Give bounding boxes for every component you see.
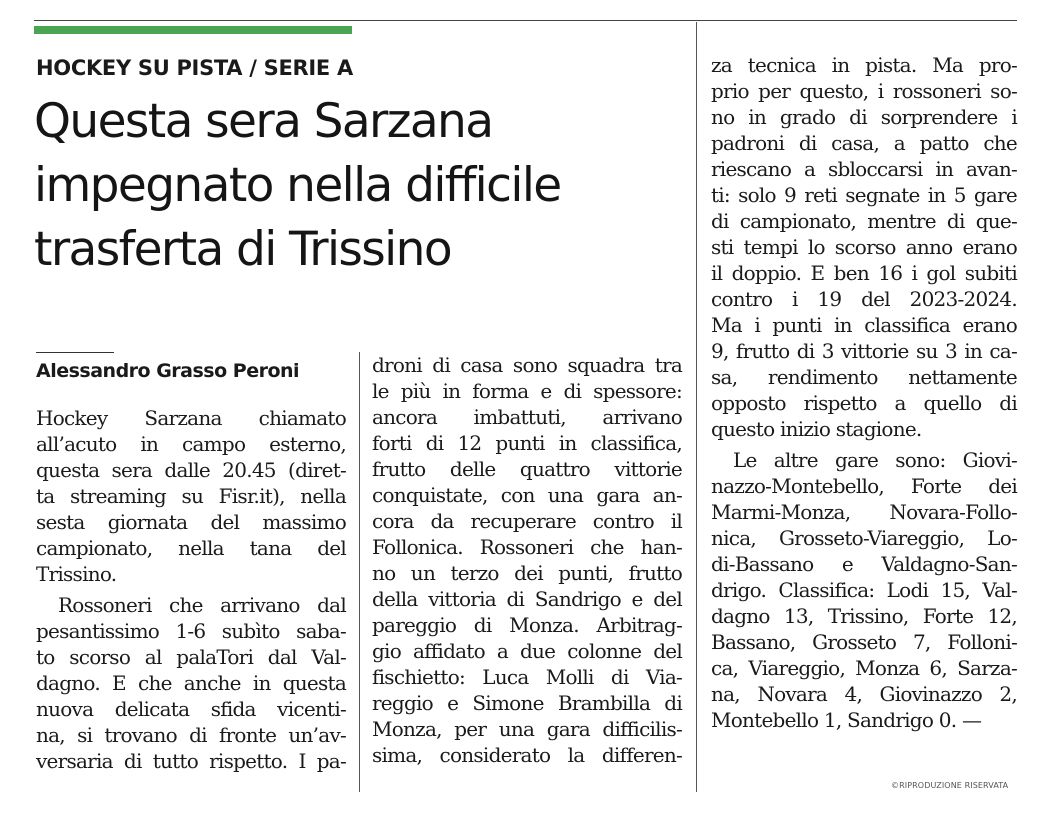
text-line: ancora imbattuti, arrivano [372, 405, 682, 429]
text-line: le più in forma e di spessore: [372, 379, 682, 403]
text-line: nazzo-Montebello, Forte dei [711, 474, 1017, 498]
text-line: Bassano, Grosseto 7, Folloni- [711, 630, 1017, 654]
text-line: cora da recuperare contro il [372, 509, 682, 533]
text-line: pareggio di Monza. Arbitrag- [372, 613, 682, 637]
text-line: gio affidato a due colonne del [372, 639, 682, 663]
text-line: Follonica. Rossoneri che han- [372, 535, 682, 559]
text-line: Ma i punti in classifica erano [711, 313, 1017, 337]
headline [34, 90, 684, 282]
text-line: all’acuto in campo esterno, [36, 432, 346, 456]
text-line: sesta giornata del massimo [36, 510, 346, 534]
text-line: za tecnica in pista. Ma pro- [711, 53, 1017, 77]
text-line: Marmi-Monza, Novara-Follo- [711, 500, 1017, 524]
byline: Alessandro Grasso Peroni [36, 360, 300, 382]
text-line: Rossoneri che arrivano dal [58, 593, 346, 617]
text-line: ta streaming su Fisr.it), nella [36, 484, 346, 508]
byline-rule [36, 352, 114, 353]
text-line: na, Novara 4, Giovinazzo 2, [711, 682, 1017, 706]
text-line: padroni di casa, a patto che [711, 131, 1017, 155]
text-line: ca, Viareggio, Monza 6, Sarza- [711, 656, 1017, 680]
text-line: versaria di tutto rispetto. I pa- [36, 749, 346, 773]
text-line: droni di casa sono squadra tra [372, 353, 682, 377]
text-line: Hockey Sarzana chiamato [36, 406, 346, 430]
top-rule [34, 20, 1017, 21]
text-line: forti di 12 punti in classifica, [372, 431, 682, 455]
text-line: drigo. Classifica: Lodi 15, Val- [711, 578, 1017, 602]
text-line: 9, frutto di 3 vittorie su 3 in ca- [711, 339, 1017, 363]
text-line: campionato, nella tana del [36, 536, 346, 560]
article-column-1 [36, 405, 346, 774]
text-line: Montebello 1, Sandrigo 0. — [711, 708, 982, 732]
text-line: opposto rispetto a quello di [711, 391, 1017, 415]
text-line: di-Bassano e Valdagno-San- [711, 552, 1017, 576]
headline-line: impegnato nella difficile [34, 158, 561, 213]
text-line: di campionato, mentre di que- [711, 209, 1017, 233]
text-line: reggio e Simone Brambilla di [372, 691, 682, 715]
text-line: ti: solo 9 reti segnate in 5 gare [711, 183, 1017, 207]
text-line: riescano a sbloccarsi in avan- [711, 157, 1017, 181]
text-line: no un terzo dei punti, frutto [372, 561, 682, 585]
text-line: sa, rendimento nettamente [711, 365, 1017, 389]
text-line: pesantissimo 1-6 subìto saba- [36, 619, 346, 643]
article-column-2 [372, 352, 682, 768]
text-line: frutto delle quattro vittorie [372, 457, 682, 481]
text-line: sima, considerato la differen- [372, 743, 682, 767]
headline-line: Questa sera Sarzana [34, 94, 493, 149]
text-line: dagno 13, Trissino, Forte 12, [711, 604, 1017, 628]
column-divider [696, 22, 697, 792]
text-line: to scorso al palaTori dal Val- [36, 645, 346, 669]
text-line: Trissino. [36, 562, 117, 586]
copyright-notice: ©RIPRODUZIONE RISERVATA [891, 781, 1009, 790]
headline-line: trasferta di Trissino [34, 222, 451, 277]
text-line: Monza, per una gara difficilis- [372, 717, 682, 741]
text-line: della vittoria di Sandrigo e del [372, 587, 682, 611]
text-line: no in grado di sorprendere i [711, 105, 1017, 129]
kicker: HOCKEY SU PISTA / SERIE A [36, 56, 353, 80]
text-line: sti tempi lo scorso anno erano [711, 235, 1017, 259]
section-accent-bar [34, 26, 352, 34]
text-line: fischietto: Luca Molli di Via- [372, 665, 682, 689]
text-line: il doppio. E ben 16 i gol subiti [711, 261, 1017, 285]
text-line: questa sera dalle 20.45 (diret- [36, 458, 346, 482]
article-column-3 [711, 52, 1017, 733]
text-line: nuova delicata sfida vicenti- [36, 697, 346, 721]
text-line: contro i 19 del 2023-2024. [711, 287, 1017, 311]
text-line: conquistate, con una gara an- [372, 483, 682, 507]
text-line: questo inizio stagione. [711, 417, 922, 441]
text-line: Le altre gare sono: Giovi- [733, 448, 1017, 472]
text-line: na, si trovano di fronte un’av- [36, 723, 346, 747]
text-line: dagno. E che anche in questa [36, 671, 346, 695]
text-line: prio per questo, i rossoneri so- [711, 79, 1017, 103]
text-line: nica, Grosseto-Viareggio, Lo- [711, 526, 1017, 550]
column-divider [359, 352, 360, 792]
